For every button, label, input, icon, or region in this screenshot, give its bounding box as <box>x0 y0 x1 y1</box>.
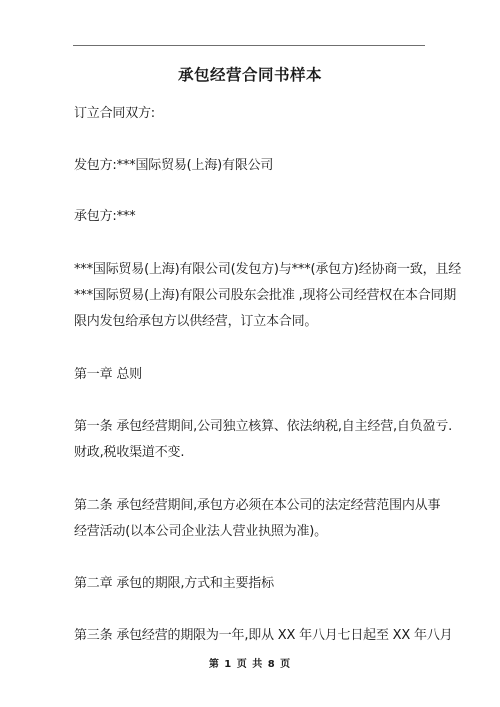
chapter-heading-2 <box>74 571 434 597</box>
chapter-heading-1 <box>74 362 434 388</box>
header-rule <box>73 45 425 46</box>
article-1 <box>74 414 453 466</box>
text-line: 限内发包给承包方以供经营，订立本合同。 <box>74 314 318 329</box>
article-2 <box>74 493 441 545</box>
text-line: 订立合同双方: <box>74 106 155 121</box>
text-line: ***国际贸易(上海)有限公司(发包方)与***(承包方)经协商一致，且经 <box>74 262 462 277</box>
text-line: 第一条 承包经营期间,公司独立核算、依法纳税,自主经营,自负盈亏. <box>74 419 453 434</box>
text-line: 第二条 承包经营期间,承包方必须在本公司的法定经营范围内从事 <box>74 498 441 513</box>
text-line: 第一章 总则 <box>74 367 142 382</box>
text-line: ***国际贸易(上海)有限公司股东会批准 ,现将公司经营权在本合同期 <box>74 288 457 303</box>
text-line: 承包方:*** <box>74 209 136 224</box>
text-line: 财政,税收渠道不变. <box>74 445 185 460</box>
paragraph-contractor <box>74 204 434 230</box>
text-line: 第三条 承包经营的期限为一年,即从 XX 年八月七日起至 XX 年八月 <box>74 628 453 643</box>
paragraph-employer <box>74 153 434 179</box>
article-3 <box>74 623 453 649</box>
text-line: 经营活动(以本公司企业法人营业执照为准)。 <box>74 524 327 539</box>
document-title: 承包经营合同书样本 <box>177 66 322 84</box>
page-number: 第 1 页 共 8 页 <box>208 659 292 670</box>
paragraph-preamble <box>74 257 462 335</box>
text-line: 发包方:***国际贸易(上海)有限公司 <box>74 158 274 173</box>
text-line: 第二章 承包的期限,方式和主要指标 <box>74 576 274 591</box>
paragraph-parties <box>74 101 434 127</box>
